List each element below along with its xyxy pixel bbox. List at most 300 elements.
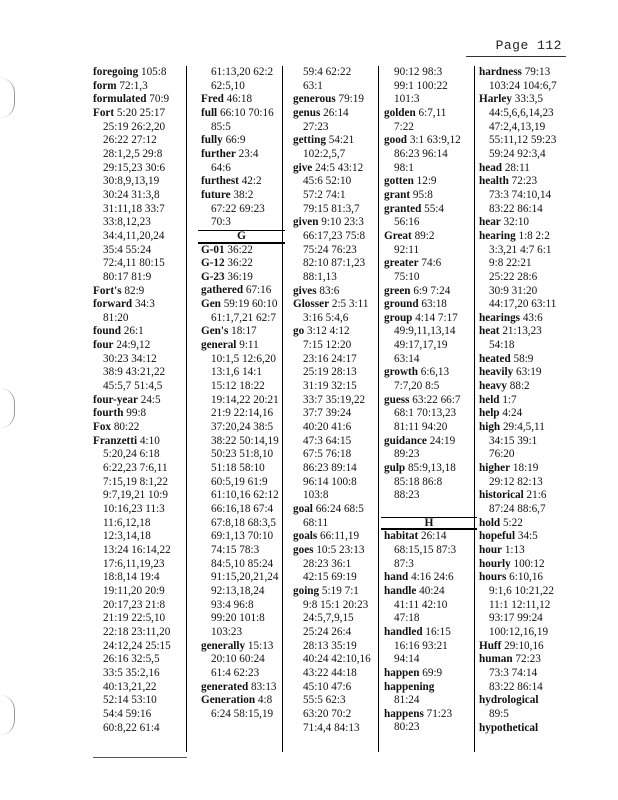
- index-entry: [93, 353, 186, 367]
- index-entry: [93, 530, 186, 544]
- index-refs: 90:12 98:3: [394, 66, 443, 78]
- index-refs: 6:10,16: [509, 571, 544, 584]
- index-refs: 99:8: [126, 407, 147, 420]
- index-refs: 26:14: [323, 106, 349, 119]
- index-refs: 66:9: [225, 134, 246, 147]
- index-refs: 95:8: [412, 188, 433, 201]
- index-refs: 79:15 81:3,7: [303, 202, 360, 215]
- index-entry: [479, 107, 568, 121]
- index-entry: [201, 462, 282, 476]
- index-refs: 103:8: [303, 489, 329, 502]
- index-refs: 83:22 86:14: [489, 680, 543, 693]
- index-term: hearing: [479, 229, 516, 242]
- index-entry: [479, 571, 568, 585]
- index-entry: [293, 653, 378, 667]
- index-term: heated: [479, 352, 511, 365]
- index-entry: [201, 325, 282, 339]
- index-term: goals: [293, 530, 318, 543]
- index-entry: [479, 558, 568, 572]
- index-entry: [479, 312, 568, 326]
- index-refs: 36:22: [227, 257, 253, 270]
- index-refs: 30:8,9,13,19: [103, 175, 160, 188]
- index-refs: 28:1,2,5 29:8: [103, 147, 163, 160]
- index-term: heat: [479, 325, 500, 338]
- index-refs: 23:4: [238, 147, 259, 160]
- index-refs: 89:2: [414, 229, 435, 242]
- index-refs: 18:19: [512, 462, 539, 475]
- index-entry: [293, 366, 378, 380]
- index-refs: 34:4,11,20,24: [103, 229, 165, 242]
- index-refs: 83:13: [251, 680, 277, 693]
- index-entry: [293, 216, 378, 230]
- index-entry: [479, 203, 568, 217]
- index-entry: [201, 407, 282, 421]
- index-term: foregoing: [93, 66, 139, 78]
- index-refs: 66:24 68:5: [315, 503, 364, 515]
- index-refs: 75:10: [394, 270, 420, 283]
- index-entry: [479, 366, 568, 380]
- index-refs: 72:1,3: [119, 79, 148, 92]
- index-entry: [479, 489, 568, 503]
- index-entry: [93, 421, 186, 435]
- index-entry: [479, 230, 568, 244]
- index-entry: [479, 216, 568, 230]
- word-index: [90, 66, 568, 752]
- index-entry: [93, 257, 186, 271]
- index-refs: 67:8,18 68:3,5: [211, 516, 276, 529]
- index-entry: [93, 708, 186, 722]
- page-header: [466, 38, 566, 57]
- index-refs: 96:14 100:8: [303, 475, 357, 488]
- index-refs: 4:24: [502, 407, 523, 420]
- index-refs: 63:14: [394, 352, 420, 365]
- index-entry: [293, 162, 378, 176]
- index-entry: [93, 339, 186, 353]
- index-refs: 47:18: [394, 612, 420, 625]
- index-entry: [479, 640, 568, 654]
- index-refs: 67:5 76:18: [303, 448, 352, 461]
- index-refs: 82:9: [124, 284, 145, 297]
- index-entry: [293, 298, 378, 312]
- index-term: head: [479, 161, 503, 174]
- index-entry: [384, 298, 474, 312]
- index-refs: 101:3: [394, 93, 420, 106]
- index-term: hear: [479, 216, 501, 229]
- index-entry: [293, 244, 378, 258]
- index-refs: 33:7 35:19,22: [303, 393, 366, 406]
- index-term: hearings: [479, 311, 521, 324]
- index-term: heavy: [479, 380, 507, 393]
- index-term: gathered: [201, 284, 244, 297]
- index-refs: 24:9,12: [116, 339, 151, 352]
- index-refs: 89:5: [489, 707, 509, 720]
- index-entry: [384, 667, 474, 681]
- index-refs: 38:2: [233, 188, 254, 201]
- index-entry: [293, 203, 378, 217]
- index-refs: 29:12 82:13: [489, 475, 543, 488]
- index-refs: 68:1 70:13,23: [394, 407, 457, 420]
- index-refs: 18:8,14 19:4: [103, 571, 160, 584]
- index-entry: [201, 244, 282, 258]
- index-entry: [201, 203, 282, 217]
- index-term: help: [479, 407, 500, 420]
- index-refs: 34:15 39:1: [489, 434, 538, 447]
- index-entry: [479, 66, 568, 80]
- index-refs: 81:24: [394, 694, 420, 707]
- index-refs: 93:4 96:8: [211, 598, 254, 611]
- index-term: going: [293, 584, 320, 597]
- index-entry: [293, 462, 378, 476]
- index-entry: [479, 285, 568, 299]
- index-refs: 82:10 87:1,23: [303, 257, 366, 270]
- index-entry: [201, 257, 282, 271]
- index-term: happen: [384, 666, 420, 679]
- index-refs: 72:4,11 80:15: [103, 257, 165, 270]
- index-refs: 51:18 58:10: [211, 462, 265, 475]
- index-entry: [479, 93, 568, 107]
- index-entry: [384, 162, 474, 176]
- index-entry: [293, 134, 378, 148]
- index-refs: 16:15: [425, 625, 451, 638]
- index-term: genus: [293, 106, 321, 119]
- index-refs: 79:13: [524, 66, 551, 78]
- index-refs: 85:18 86:8: [394, 475, 443, 488]
- index-refs: 40:24: [419, 584, 445, 597]
- index-refs: 21:9 22:14,16: [211, 407, 274, 420]
- index-entry: [384, 571, 474, 585]
- index-entry: [201, 121, 282, 135]
- index-entry: [384, 134, 474, 148]
- index-term: G-12: [201, 257, 225, 270]
- index-term: handle: [384, 584, 417, 597]
- index-refs: 28:13 35:19: [303, 639, 357, 652]
- index-entry: [93, 80, 186, 94]
- index-term: four-year: [93, 393, 138, 406]
- index-entry: [293, 640, 378, 654]
- index-entry: [293, 489, 378, 503]
- index-refs: 40:24 42:10,16: [303, 653, 371, 666]
- index-refs: 24:5 43:12: [315, 161, 364, 174]
- index-refs: 38:22 50:14,19: [211, 434, 279, 447]
- index-entry: [293, 325, 378, 339]
- index-entry: [293, 681, 378, 695]
- index-entry: [293, 448, 378, 462]
- index-refs: 11:1 12:11,12: [489, 598, 551, 611]
- index-entry: [479, 325, 568, 339]
- index-entry: [93, 653, 186, 667]
- index-refs: 33:8,12,23: [103, 216, 151, 229]
- index-entry: [479, 667, 568, 681]
- index-refs: 45:6 52:10: [303, 175, 352, 188]
- index-entry: [201, 271, 282, 285]
- index-term: group: [384, 311, 413, 324]
- index-entry: [384, 489, 474, 503]
- index-refs: 26:22 27:12: [103, 134, 157, 147]
- index-refs: 63:20 70:2: [303, 707, 352, 720]
- index-entry: [384, 407, 474, 421]
- index-entry: [93, 435, 186, 449]
- index-entry: [479, 244, 568, 258]
- index-entry: [293, 394, 378, 408]
- index-refs: 1:8 2:2: [518, 229, 550, 242]
- index-refs: 5:20 25:17: [116, 106, 166, 119]
- index-term: Generation: [201, 694, 256, 707]
- index-refs: 63:18: [421, 298, 447, 311]
- index-entry: [93, 325, 186, 339]
- index-refs: 83:6: [319, 284, 340, 297]
- index-refs: 92:13,18,24: [211, 584, 265, 597]
- index-entry: [384, 93, 474, 107]
- index-entry: [201, 530, 282, 544]
- index-entry: [293, 339, 378, 353]
- index-entry: [201, 162, 282, 176]
- index-refs: 9:8 22:21: [489, 257, 532, 270]
- index-term: fourth: [93, 407, 124, 420]
- index-entry: [384, 366, 474, 380]
- index-refs: 83:22 86:14: [489, 202, 543, 215]
- index-entry: [293, 558, 378, 572]
- index-refs: 93:17 99:24: [489, 612, 543, 625]
- index-entry: [479, 271, 568, 285]
- index-refs: 55:11,12 59:23: [489, 134, 557, 147]
- index-refs: 30:23 34:12: [103, 352, 157, 365]
- index-entry: [479, 708, 568, 722]
- index-entry: [384, 257, 474, 271]
- index-term: further: [201, 147, 236, 160]
- index-refs: 3:12 4:12: [306, 325, 350, 338]
- index-refs: 72:23: [515, 653, 541, 666]
- index-entry: [384, 325, 474, 339]
- index-entry: [479, 612, 568, 626]
- index-entry: [201, 421, 282, 435]
- index-entry: [93, 271, 186, 285]
- index-entry: [479, 353, 568, 367]
- index-refs: 17:6,11,19,23: [103, 557, 165, 570]
- index-refs: 67:16: [245, 284, 272, 297]
- index-entry: [201, 353, 282, 367]
- index-entry: [93, 380, 186, 394]
- index-refs: 66:16,18 67:4: [211, 502, 274, 515]
- index-entry: [384, 558, 474, 572]
- index-refs: 3:16 5:4,6: [303, 311, 349, 324]
- index-refs: 4:8: [257, 694, 273, 707]
- index-entry: [384, 353, 474, 367]
- index-entry: [384, 681, 474, 695]
- index-entry: [479, 394, 568, 408]
- index-refs: 84:5,10 85:24: [211, 557, 274, 570]
- index-entry: [201, 107, 282, 121]
- index-term: gives: [293, 284, 317, 297]
- index-refs: 49:9,11,13,14: [394, 325, 456, 338]
- index-entry: [201, 585, 282, 599]
- index-term: habitat: [384, 530, 419, 543]
- index-column-3: [283, 66, 379, 752]
- index-term: forward: [93, 298, 133, 311]
- index-entry: [201, 66, 282, 80]
- index-refs: 9:8 15:1 20:23: [303, 598, 369, 611]
- index-entry: [201, 312, 282, 326]
- index-entry: [479, 694, 568, 708]
- index-refs: 60:5,19 61:9: [211, 475, 268, 488]
- index-term: gotten: [384, 175, 414, 188]
- index-entry: [93, 189, 186, 203]
- index-entry: [93, 694, 186, 708]
- index-term: hours: [479, 571, 507, 584]
- index-entry: [479, 298, 568, 312]
- index-entry: [479, 339, 568, 353]
- index-refs: 43:22 44:18: [303, 666, 357, 679]
- index-refs: 86:23 96:14: [394, 147, 448, 160]
- index-entry: [293, 599, 378, 613]
- index-refs: 52:14 53:10: [103, 694, 157, 707]
- index-entry: [384, 312, 474, 326]
- binder-hole-middle: [0, 388, 15, 428]
- index-entry: [293, 80, 378, 94]
- index-entry: [384, 148, 474, 162]
- index-entry: [93, 503, 186, 517]
- index-entry: [293, 476, 378, 490]
- index-refs: 9:10 23:3: [321, 216, 364, 229]
- index-refs: 25:19 26:2,20: [103, 120, 166, 133]
- index-refs: 59:4 62:22: [303, 66, 352, 78]
- index-refs: 26:1: [123, 325, 144, 338]
- index-refs: 3:1 63:9,12: [409, 134, 461, 147]
- index-refs: 70:9: [149, 93, 170, 106]
- index-refs: 6:9 7:24: [413, 284, 451, 297]
- index-term: Franzetti: [93, 434, 138, 447]
- index-entry: [293, 517, 378, 531]
- index-refs: 19:14,22 20:21: [211, 393, 279, 406]
- index-refs: 54:4 59:16: [103, 707, 152, 720]
- index-entry: [201, 284, 282, 298]
- index-refs: 73:3 74:14: [489, 666, 538, 679]
- index-entry: [293, 285, 378, 299]
- index-refs: 6:24 58:15,19: [211, 707, 274, 720]
- index-refs: 61:10,16 62:12: [211, 489, 279, 502]
- index-entry: [93, 407, 186, 421]
- index-refs: 61:1,7,21 62:7: [211, 311, 276, 324]
- index-entry: [293, 121, 378, 135]
- index-refs: 63:19: [515, 366, 542, 379]
- index-entry: [201, 380, 282, 394]
- index-term: human: [479, 653, 513, 666]
- index-term: Great: [384, 229, 412, 242]
- index-refs: 42:2: [241, 175, 262, 188]
- index-entry: [201, 93, 282, 107]
- index-entry: [479, 421, 568, 435]
- index-entry: [201, 503, 282, 517]
- index-entry: [479, 257, 568, 271]
- index-refs: 74:6: [421, 257, 442, 270]
- index-term: Fred: [201, 93, 224, 106]
- index-entry: [293, 312, 378, 326]
- index-refs: 12:9: [416, 175, 437, 188]
- index-entry: [384, 175, 474, 189]
- index-refs: 15:12 18:22: [211, 380, 265, 393]
- index-refs: 5:22: [502, 516, 523, 529]
- index-refs: 31:11,18 33:7: [103, 202, 165, 215]
- index-refs: 89:23: [394, 448, 420, 461]
- index-entry: [479, 407, 568, 421]
- index-refs: 47:2,4,13,19: [489, 120, 546, 133]
- page-number-label: Page 112: [495, 38, 562, 53]
- index-refs: 88:23: [394, 489, 420, 502]
- index-refs: 6:6,13: [420, 366, 450, 379]
- index-term: four: [93, 339, 114, 352]
- index-refs: 38:9 43:21,22: [103, 366, 166, 379]
- index-entry: [479, 189, 568, 203]
- index-term: formulated: [93, 93, 147, 106]
- index-refs: 11:6,12,18: [103, 516, 151, 529]
- index-entry: [479, 722, 568, 736]
- index-entry: [201, 681, 282, 695]
- index-entry: [93, 148, 186, 162]
- index-term: hypothetical: [479, 721, 539, 734]
- index-entry: [384, 285, 474, 299]
- index-refs: 66:10 70:16: [219, 106, 274, 119]
- index-refs: 30:24 31:3,8: [103, 188, 160, 201]
- index-entry: [293, 380, 378, 394]
- index-entry: [201, 339, 282, 353]
- index-refs: 99:20 101:8: [211, 612, 265, 625]
- index-refs: 59:19 60:10: [223, 298, 278, 311]
- index-refs: 21:6: [526, 489, 547, 502]
- index-refs: 9:11: [239, 339, 259, 352]
- index-term: hydrological: [479, 694, 539, 707]
- index-refs: 28:23 36:1: [303, 557, 352, 570]
- index-entry: [201, 216, 282, 230]
- index-refs: 67:22 69:23: [211, 202, 265, 215]
- index-entry: [479, 435, 568, 449]
- index-refs: 98:1: [394, 161, 414, 174]
- index-entry: [479, 148, 568, 162]
- index-refs: 79:19: [338, 93, 364, 106]
- index-refs: 85:9,13,18: [407, 462, 456, 475]
- index-entry: [384, 599, 474, 613]
- index-term: growth: [384, 366, 418, 379]
- index-term: given: [293, 216, 319, 229]
- index-refs: 88:2: [509, 380, 530, 393]
- index-refs: 33:3,5: [514, 93, 544, 106]
- section-header: H: [381, 517, 477, 531]
- index-term: hour: [479, 543, 503, 556]
- index-refs: 18:17: [231, 325, 257, 338]
- index-entry: [384, 530, 474, 544]
- index-entry: [479, 681, 568, 695]
- index-entry: [93, 162, 186, 176]
- index-entry: [93, 107, 186, 121]
- index-refs: 80:22: [113, 421, 140, 434]
- index-term: G-23: [201, 270, 225, 283]
- index-refs: 92:11: [394, 243, 420, 256]
- index-entry: [201, 394, 282, 408]
- index-refs: 91:15,20,21,24: [211, 571, 279, 584]
- index-refs: 6:7,11: [418, 106, 447, 119]
- index-entry: [384, 612, 474, 626]
- index-entry: [93, 722, 186, 736]
- index-entry: [384, 380, 474, 394]
- index-term: Fort: [93, 106, 115, 119]
- index-refs: 7:15,19 8:1,22: [103, 475, 168, 488]
- index-refs: 50:23 51:8,10: [211, 448, 274, 461]
- index-term: good: [384, 134, 408, 147]
- index-term: generated: [201, 680, 249, 693]
- index-refs: 63:22 66:7: [412, 393, 461, 406]
- index-entry: [479, 476, 568, 490]
- index-entry: [293, 694, 378, 708]
- index-entry: [384, 80, 474, 94]
- index-term: ground: [384, 298, 419, 311]
